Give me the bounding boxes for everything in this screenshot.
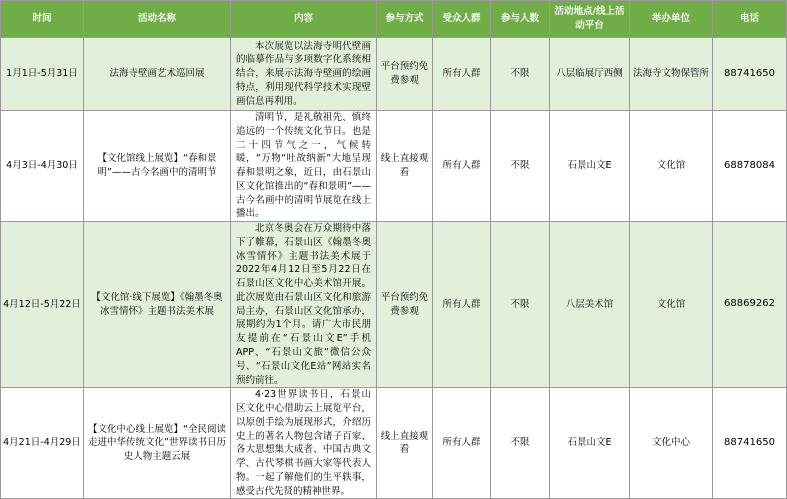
venue-cell: 八层临展厅西侧 xyxy=(550,38,630,111)
content-text: 北京冬奥会在万众期待中落下了帷幕，石景山区《翰墨冬奥 冰雪情怀》主题书法美术展于2022年4月12日至5月22日在石景山区文化中心美术馆开展。此次展览由石景山区文化和旅游局主办，石景山区文化馆承办，展期约为1个月。请广大市民朋友提前在“石景山文E”手机APP、“石景山文旅”微信公众号、“石景山文化E站”网站实名预约前往。 xyxy=(236,223,371,386)
header-content: 内容 xyxy=(231,1,377,38)
count-cell: 不限 xyxy=(491,222,550,388)
phone-cell: 88741650 xyxy=(713,38,787,111)
header-method: 参与方式 xyxy=(377,1,433,38)
phone-cell: 88741650 xyxy=(713,388,787,499)
time-cell: 4月21日-4月29日 xyxy=(1,388,84,499)
method-cell: 线上直接观看 xyxy=(377,388,433,499)
phone-cell: 68878084 xyxy=(713,111,787,222)
name-cell: 【文化中心线上展览】“全民阅读走进中华传统文化”世界读书日历史人物主题云展 xyxy=(84,388,231,499)
content-cell xyxy=(231,388,377,499)
count-cell: 不限 xyxy=(491,388,550,499)
table-row xyxy=(1,222,787,388)
content-cell xyxy=(231,111,377,222)
organizer-cell: 文化馆 xyxy=(630,111,713,222)
name-cell: 【文化馆·线下展览】《翰墨冬奥 冰雪情怀》主题书法美术展 xyxy=(84,222,231,388)
header-count: 参与人数 xyxy=(491,1,550,38)
organizer-cell: 文化馆 xyxy=(630,222,713,388)
method-cell: 平台预约免费参观 xyxy=(377,38,433,111)
header-row xyxy=(1,1,787,38)
content-text: 4·23世界读书日，石景山区文化中心借助云上展览平台，以原创手绘为展现形式，介绍历史上的著名人物包含诸子百家、各大思想集大成者、中国古典文学、古代琴棋书画大家等代表人物。一起了解他们的生平轶事，感受古代先贤的精神世界。 xyxy=(236,389,371,497)
count-cell: 不限 xyxy=(491,111,550,222)
header-venue: 活动地点/线上活动平台 xyxy=(550,1,630,38)
header-time: 时间 xyxy=(1,1,84,38)
audience-cell: 所有人群 xyxy=(433,222,491,388)
venue-cell: 石景山文E xyxy=(550,388,630,499)
audience-cell: 所有人群 xyxy=(433,388,491,499)
header-audience: 受众人群 xyxy=(433,1,491,38)
time-cell: 1月1日-5月31日 xyxy=(1,38,84,111)
method-cell: 平台预约免费参观 xyxy=(377,222,433,388)
name-cell: 【文化馆线上展览】“春和景明”——古今名画中的清明节 xyxy=(84,111,231,222)
header-name: 活动名称 xyxy=(84,1,231,38)
time-cell: 4月3日-4月30日 xyxy=(1,111,84,222)
venue-cell: 石景山文E xyxy=(550,111,630,222)
header-phone: 电话 xyxy=(713,1,787,38)
header-organizer: 举办单位 xyxy=(630,1,713,38)
table-row xyxy=(1,38,787,111)
audience-cell: 所有人群 xyxy=(433,38,491,111)
phone-cell: 68869262 xyxy=(713,222,787,388)
content-text: 清明节，是礼敬祖先、慎终追远的一个传统文化节日。也是二十四节气之一，气候转暖，“万物“吐故纳新”大地呈现春和景明之象，近日，由石景山区文化馆推出的“春和景明”——古今名画中的清明节展览在线上播出。 xyxy=(236,112,371,220)
content-cell xyxy=(231,222,377,388)
venue-cell: 八层美术馆 xyxy=(550,222,630,388)
table-row xyxy=(1,388,787,499)
table-row xyxy=(1,111,787,222)
audience-cell: 所有人群 xyxy=(433,111,491,222)
method-cell: 线上直接观看 xyxy=(377,111,433,222)
count-cell: 不限 xyxy=(491,38,550,111)
content-cell xyxy=(231,38,377,111)
time-cell: 4月12日-5月22日 xyxy=(1,222,84,388)
name-cell: 法海寺壁画艺术巡回展 xyxy=(84,38,231,111)
organizer-cell: 文化中心 xyxy=(630,388,713,499)
organizer-cell: 法海寺文物保管所 xyxy=(630,38,713,111)
content-text: 本次展览以法海寺明代壁画的临摹作品与多项数字化系统相结合，来展示法海寺壁画的绘画特点，利用现代科学技术实现壁画信息再利用。 xyxy=(236,40,371,107)
